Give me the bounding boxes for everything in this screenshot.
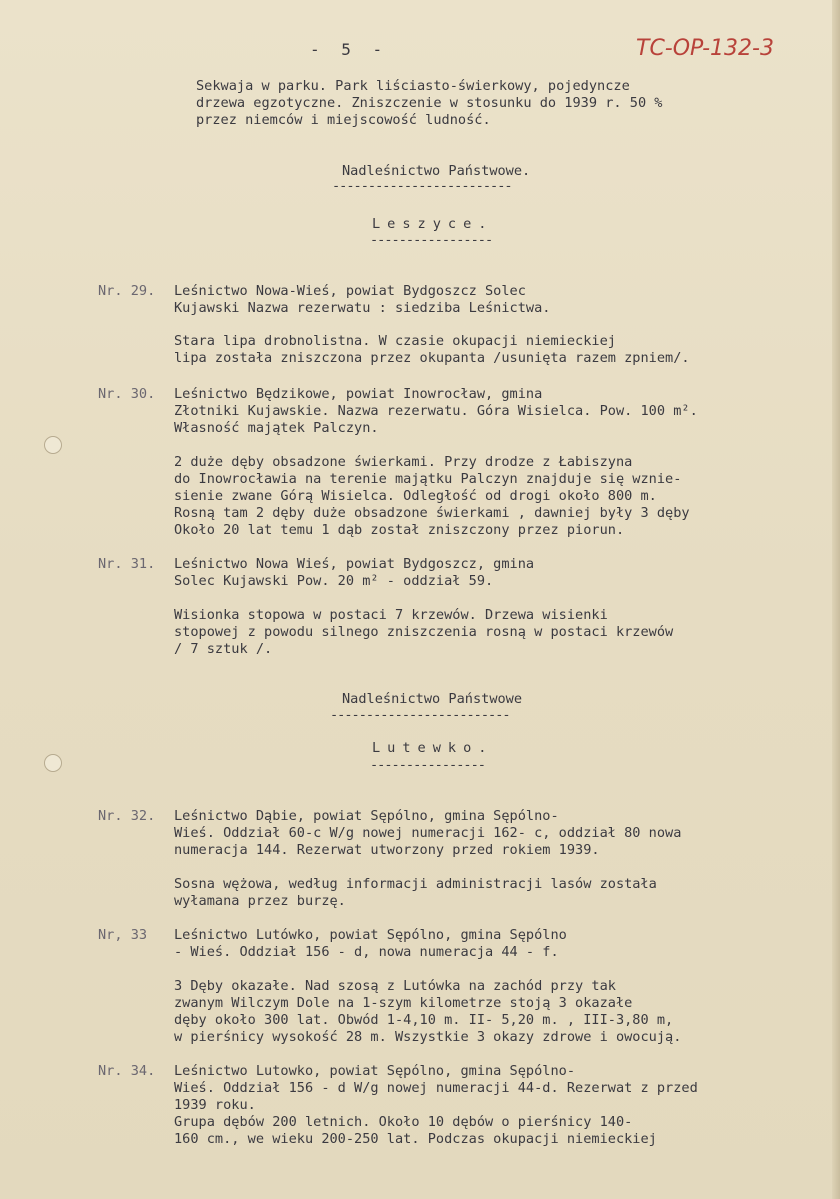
section-subheading: Leszyce.	[372, 216, 494, 232]
entry-head-line: Leśnictwo Lutowko, powiat Sępólno, gmina Sępólno-	[174, 1063, 576, 1079]
entry-head-line: Wieś. Oddział 156 - d W/g nowej numeracji 44-d. Rezerwat z przed	[174, 1080, 698, 1096]
entry-number: Nr. 29.	[98, 283, 156, 299]
heading-underline: -------------------------	[330, 707, 510, 723]
entry-body-line: Grupa dębów 200 letnich. Około 10 dębów o pierśnicy 140-	[174, 1114, 633, 1130]
entry-head-line: Złotniki Kujawskie. Nazwa rezerwatu. Góra Wisielca. Pow. 100 m².	[174, 403, 698, 419]
entry-body-line: w pierśnicy wysokość 28 m. Wszystkie 3 okazy zdrowe i owocują.	[174, 1029, 682, 1045]
entry-body-line: Rosną tam 2 dęby duże obsadzone świerkami , dawniej były 3 dęby	[174, 505, 690, 521]
entry-number: Nr, 33	[98, 927, 148, 943]
subheading-underline: ----------------	[370, 757, 485, 773]
entry-head-line: numeracja 144. Rezerwat utworzony przed rokiem 1939.	[174, 842, 600, 858]
entry-number: Nr. 30.	[98, 386, 156, 402]
entry-body-line: Wisionka stopowa w postaci 7 krzewów. Drzewa wisienki	[174, 607, 608, 623]
section-heading: Nadleśnictwo Państwowe	[342, 691, 523, 707]
entry-body-line: 2 duże dęby obsadzone świerkami. Przy drodze z Łabiszyna	[174, 454, 633, 470]
entry-head-line: - Wieś. Oddział 156 - d, nowa numeracja 44 - f.	[174, 944, 559, 960]
entry-head-line: Leśnictwo Nowa-Wieś, powiat Bydgoszcz Solec	[174, 283, 526, 299]
entry-body-line: do Inowrocławia na terenie majątku Palczyn znajduje się wznie-	[174, 471, 682, 487]
entry-head-line: Leśnictwo Będzikowe, powiat Inowrocław, gmina	[174, 386, 543, 402]
section-heading: Nadleśnictwo Państwowe.	[342, 163, 531, 179]
entry-body-line: stopowej z powodu silnego zniszczenia rosną w postaci krzewów	[174, 624, 674, 640]
page-number: - 5 -	[310, 40, 389, 59]
entry-head-line: Solec Kujawski Pow. 20 m² - oddział 59.	[174, 573, 494, 589]
entry-head-line: Leśnictwo Dąbie, powiat Sępólno, gmina Sępólno-	[174, 808, 559, 824]
page-edge	[832, 0, 840, 1199]
punch-hole	[44, 754, 62, 772]
punch-hole	[44, 436, 62, 454]
entry-body-line: Stara lipa drobnolistna. W czasie okupacji niemieckiej	[174, 333, 616, 349]
entry-body-line: Sosna wężowa, według informacji administracji lasów została	[174, 876, 657, 892]
entry-body-line: sienie zwane Górą Wisielca. Odległość od drogi około 800 m.	[174, 488, 657, 504]
section-subheading: Lutewko.	[372, 740, 494, 756]
entry-body-line: zwanym Wilczym Dole na 1-szym kilometrze stoją 3 okazałe	[174, 995, 633, 1011]
subheading-underline: -----------------	[370, 232, 493, 248]
entry-number: Nr. 34.	[98, 1063, 156, 1079]
entry-head-line: Leśnictwo Lutówko, powiat Sępólno, gmina Sępólno	[174, 927, 567, 943]
entry-head-line: Leśnictwo Nowa Wieś, powiat Bydgoszcz, gmina	[174, 556, 535, 572]
entry-body-line: Około 20 lat temu 1 dąb został zniszczony przez piorun.	[174, 522, 625, 538]
entry-head-line: 1939 roku.	[174, 1097, 256, 1113]
entry-head-line: Wieś. Oddział 60-c W/g nowej numeracji 162- c, oddział 80 nowa	[174, 825, 682, 841]
entry-body-line: 3 Dęby okazałe. Nad szosą z Lutówka na zachód przy tak	[174, 978, 616, 994]
intro-line: drzewa egzotyczne. Zniszczenie w stosunku do 1939 r. 50 %	[196, 95, 663, 111]
entry-head-line: Kujawski Nazwa rezerwatu : siedziba Leśnictwa.	[174, 300, 551, 316]
archive-reference: TC-OP-132-3	[636, 36, 774, 61]
entry-number: Nr. 32.	[98, 808, 156, 824]
entry-head-line: Własność majątek Palczyn.	[174, 420, 379, 436]
intro-line: przez niemców i miejscowość ludność.	[196, 112, 491, 128]
entry-body-line: / 7 sztuk /.	[174, 641, 273, 657]
entry-body-line: dęby około 300 lat. Obwód 1-4,10 m. II- 5,20 m. , III-3,80 m,	[174, 1012, 674, 1028]
heading-underline: -------------------------	[332, 178, 512, 194]
intro-line: Sekwaja w parku. Park liściasto-świerkowy, pojedyncze	[196, 78, 630, 94]
entry-body-line: 160 cm., we wieku 200-250 lat. Podczas okupacji niemieckiej	[174, 1131, 657, 1147]
entry-number: Nr. 31.	[98, 556, 156, 572]
entry-body-line: wyłamana przez burzę.	[174, 893, 346, 909]
entry-body-line: lipa została zniszczona przez okupanta /usunięta razem zpniem/.	[174, 350, 690, 366]
